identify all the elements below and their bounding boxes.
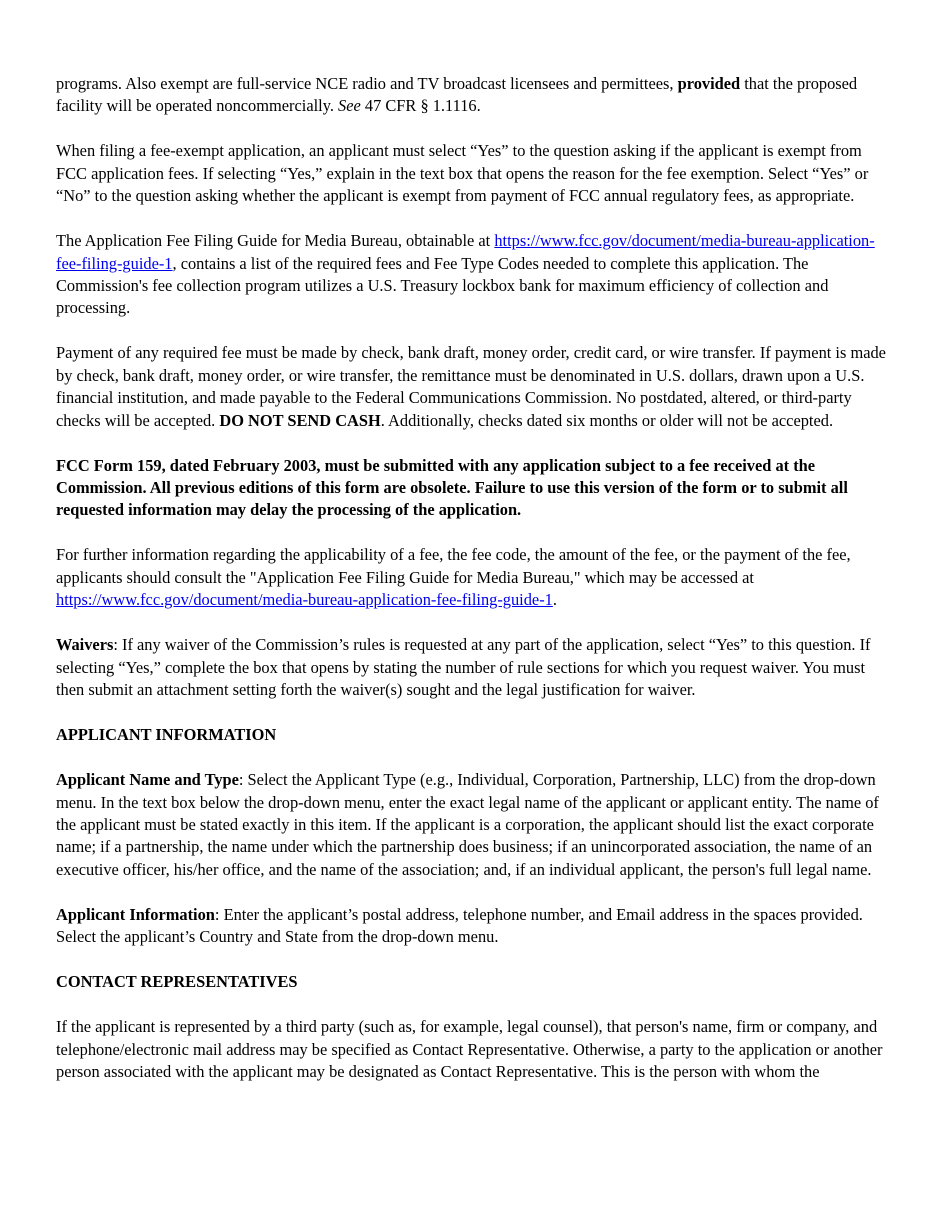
provided-emphasis: provided [677,74,741,93]
paragraph-further-info [56,544,896,611]
paragraph-payment [56,342,896,432]
heading-applicant-information: APPLICANT INFORMATION [56,725,277,745]
text: : Enter the applicant’s postal address, telephone number, and Email address in the spaces provided. Select the applicant’s Country and State from the drop-down menu. [56,904,863,947]
waivers-label: Waivers [56,635,114,655]
document-page [56,73,896,1106]
applicant-info-label: Applicant Information [56,904,215,924]
text: : Select the Applicant Type (e.g., Individual, Corporation, Partnership, LLC) from the drop-down menu. In the text box below the drop-down menu, enter the exact legal name of the applicant or applicant entity. The name of the applicant must be stated exactly in this item. If the applicant is a corporation, the applicant should list the exact corporate name; if a partnership, the name under which the partnership does business; if an unincorporated association, the name of an executive officer, his/her office, and the name of the association; and, if an individual applicant, the person's full legal name. [56,770,879,879]
paragraph-applicant-name-type [56,769,896,881]
paragraph-waivers [56,634,896,701]
text: programs. Also exempt are full-service NCE radio and TV broadcast licensees and permittees, [56,74,678,93]
fee-guide-link[interactable]: https://www.fcc.gov/document/media-bureau-application-fee-filing-guide-1 [56,231,875,273]
text: The Application Fee Filing Guide for Media Bureau, obtainable at [56,231,495,251]
fee-guide-link-2[interactable]: https://www.fcc.gov/document/media-bureau-application-fee-filing-guide-1 [56,590,553,610]
text: : If any waiver of the Commission’s rules is requested at any part of the application, select “Yes” to this question. If selecting “Yes,” complete the box that opens by stating the number of rule sections for which you request waiver. You must then submit an attachment setting forth the waiver(s) sought and the legal justification for waiver. [56,635,871,700]
see-citation: See [338,96,361,116]
heading-contact-representatives: CONTACT REPRESENTATIVES [56,972,298,992]
text: Payment of any required fee must be made by check, bank draft, money order, credit card, or wire transfer. If payment is made by check, bank draft, money order, or wire transfer, the remittance must be denominated in U.S. dollars, drawn upon a U.S. financial institution, and made payable to the Federal Communications Commission. No postdated, altered, or third-party checks will be accepted. [56,343,886,430]
paragraph-contact-reps: If the applicant is represented by a third party (such as, for example, legal counsel), that person's name, firm or company, and telephone/electronic mail address may be specified as Contact Representative. Otherwise, a party to the application or another person associated with the applicant may be designated as Contact Representative. This is the person with whom the [56,1017,883,1081]
paragraph-nce-exemption [56,73,896,118]
text: 47 CFR § 1.1116. [360,96,481,116]
no-cash-warning: DO NOT SEND CASH [219,410,381,430]
paragraph-fee-guide [56,230,896,320]
paragraph-fee-exempt-filing: When filing a fee-exempt application, an applicant must select “Yes” to the question asking if the applicant is exempt from FCC application fees. If selecting “Yes,” explain in the text box that opens the reason for the fee exemption. Select “Yes” or “No” to the question asking whether the applicant is exempt from payment of FCC annual regulatory fees, as appropriate. [56,141,869,206]
paragraph-applicant-info [56,904,896,949]
text: that the proposed facility will be operated noncommercially. [56,74,858,116]
text: , contains a list of the required fees and Fee Type Codes needed to complete this application. The Commission's fee collection program utilizes a U.S. Treasury lockbox bank for maximum efficiency of collection and processing. [56,253,829,318]
paragraph-form-159: FCC Form 159, dated February 2003, must be submitted with any application subject to a fee received at the Commission. All previous editions of this form are obsolete. Failure to use this version of the form or to submit all requested information may delay the processing of the application. [56,455,848,520]
applicant-name-type-label: Applicant Name and Type [56,770,239,790]
text: . Additionally, checks dated six months or older will not be accepted. [380,410,834,430]
text: . [552,590,557,610]
text: For further information regarding the applicability of a fee, the fee code, the amount of the fee, or the payment of the fee, applicants should consult the "Application Fee Filing Guide for Media Bureau," which may be accessed at [56,545,851,587]
